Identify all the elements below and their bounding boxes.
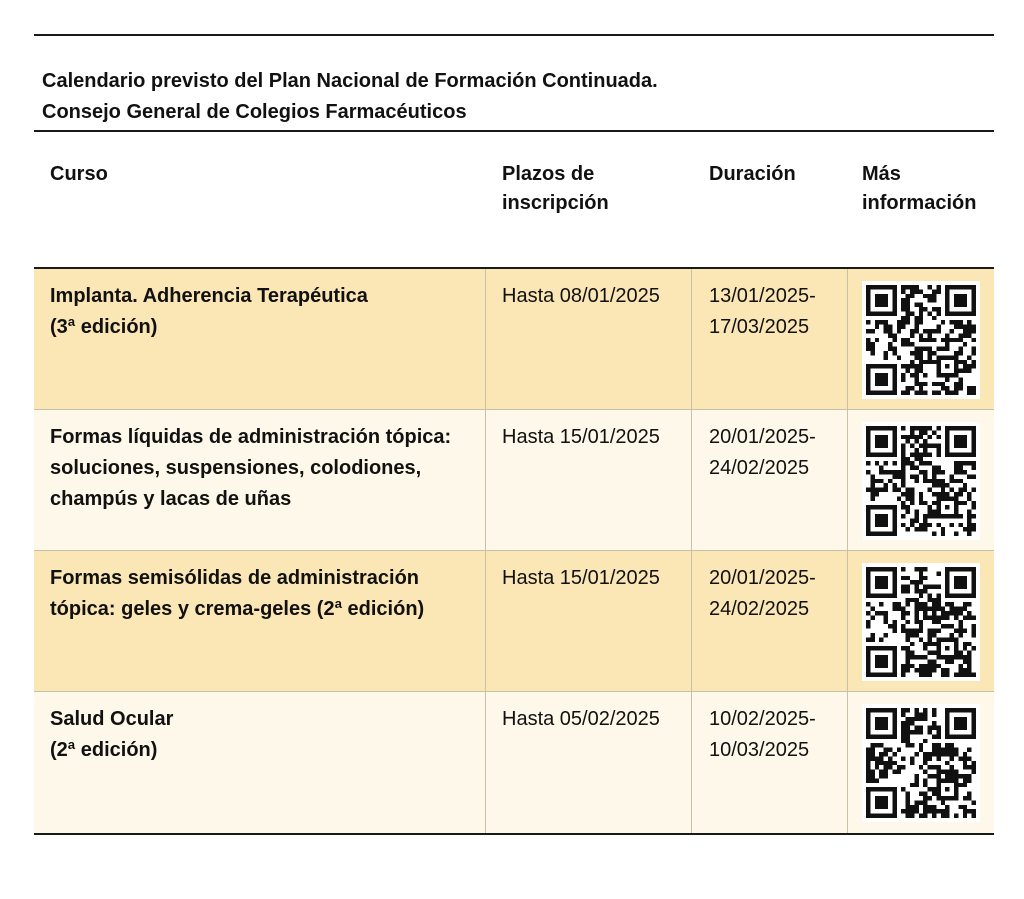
course-name-line: champús y lacas de uñas: [50, 488, 292, 510]
header-duracion-label: Duración: [709, 163, 796, 185]
course-name: [34, 551, 486, 691]
more-info-cell: [848, 551, 994, 691]
header-plazos-line-1: Plazos de: [502, 163, 595, 185]
course-name-line: soluciones, suspensiones, colodiones,: [50, 457, 422, 479]
header-mas-line-2: información: [862, 192, 977, 214]
course-name: [34, 410, 486, 550]
course-name: [34, 269, 486, 409]
course-duration: [692, 269, 848, 409]
table-title: [34, 36, 994, 130]
registration-deadline: Hasta 15/01/2025: [486, 551, 692, 691]
course-name-line: (3ª edición): [50, 316, 158, 338]
qr-code-icon[interactable]: [862, 422, 980, 540]
title-line-1: Calendario previsto del Plan Nacional de Formación Continuada.: [42, 70, 658, 92]
header-plazos: [486, 160, 692, 267]
title-line-2: Consejo General de Colegios Farmacéuticos: [42, 101, 467, 123]
duration-start: 10/02/2025-: [709, 708, 816, 730]
registration-deadline: Hasta 08/01/2025: [486, 269, 692, 409]
duration-start: 13/01/2025-: [709, 285, 816, 307]
course-duration: [692, 551, 848, 691]
qr-code-icon[interactable]: [862, 563, 980, 681]
course-calendar: [34, 34, 994, 835]
course-name-line: (2ª edición): [50, 739, 158, 761]
header-mas-line-1: Más: [862, 163, 901, 185]
more-info-cell: [848, 692, 994, 833]
more-info-cell: [848, 410, 994, 550]
course-name-line: Formas semisólidas de administración: [50, 567, 420, 589]
header-curso: [34, 160, 486, 267]
header-mas-informacion: [845, 160, 994, 267]
course-name-line: Formas líquidas de administración tópica:: [50, 426, 452, 448]
more-info-cell: [848, 269, 994, 409]
header-plazos-line-2: inscripción: [502, 192, 609, 214]
table-header: [34, 132, 994, 269]
course-name: [34, 692, 486, 833]
table-row: [34, 410, 994, 551]
qr-code-icon[interactable]: [862, 704, 980, 822]
duration-start: 20/01/2025-: [709, 426, 816, 448]
registration-deadline: Hasta 15/01/2025: [486, 410, 692, 550]
header-curso-label: Curso: [50, 163, 108, 185]
course-name-line: Salud Ocular: [50, 708, 174, 730]
duration-end: 10/03/2025: [709, 739, 810, 761]
course-duration: [692, 692, 848, 833]
table-row: [34, 551, 994, 692]
duration-end: 17/03/2025: [709, 316, 810, 338]
duration-end: 24/02/2025: [709, 598, 810, 620]
course-name-line: tópica: geles y crema-geles (2ª edición): [50, 598, 425, 620]
duration-end: 24/02/2025: [709, 457, 810, 479]
table-row: [34, 269, 994, 410]
header-duracion: [692, 160, 845, 267]
course-name-line: Implanta. Adherencia Terapéutica: [50, 285, 368, 307]
duration-start: 20/01/2025-: [709, 567, 816, 589]
table-row: [34, 692, 994, 835]
qr-code-icon[interactable]: [862, 281, 980, 399]
course-duration: [692, 410, 848, 550]
registration-deadline: Hasta 05/02/2025: [486, 692, 692, 833]
